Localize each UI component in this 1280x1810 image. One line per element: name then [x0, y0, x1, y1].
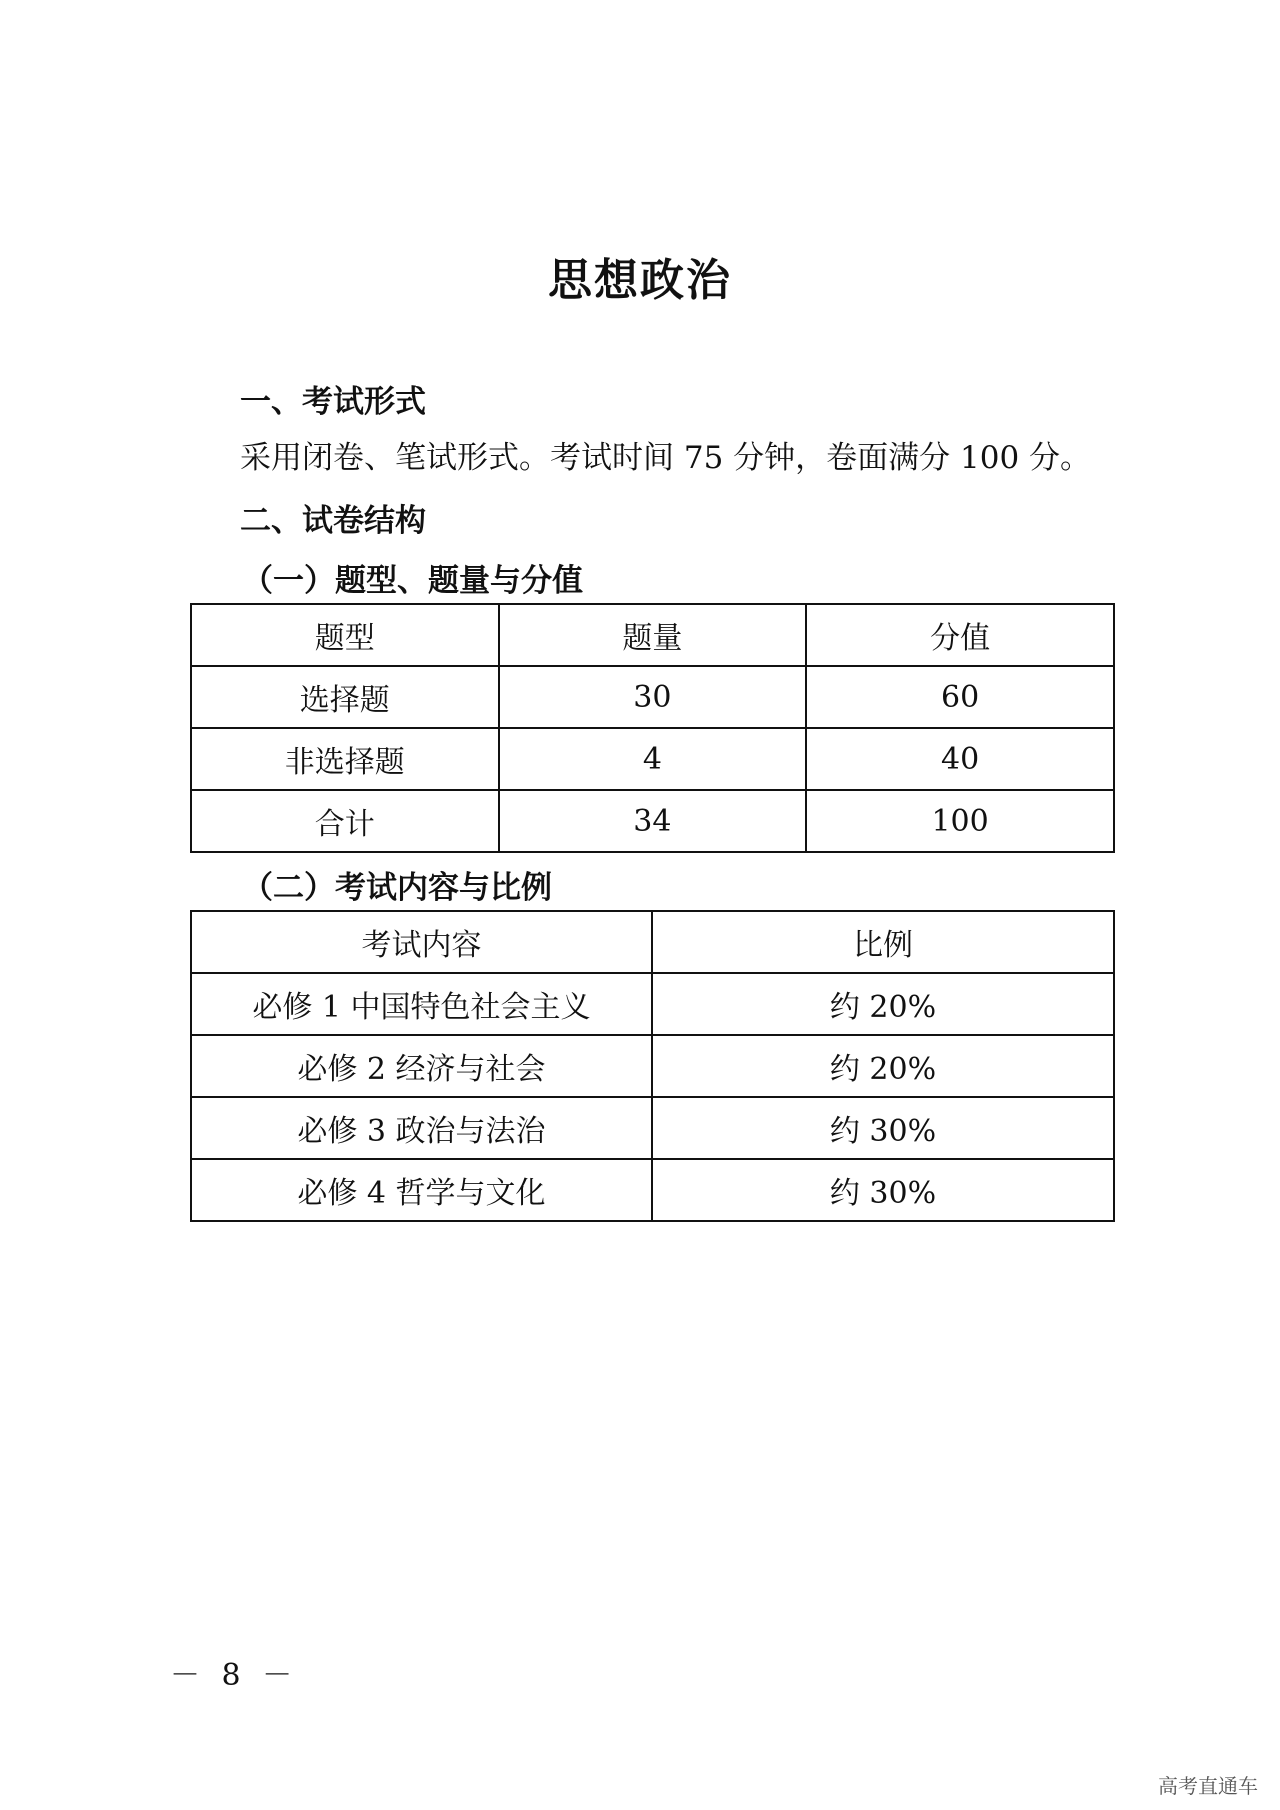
- table-cell: 必修 2 经济与社会: [191, 1035, 652, 1097]
- table-row: [191, 790, 1114, 852]
- page-title: 思想政治: [548, 255, 732, 306]
- header-cell: 考试内容: [191, 911, 652, 973]
- table-row: [191, 973, 1114, 1035]
- table-cell: 必修 1 中国特色社会主义: [191, 973, 652, 1035]
- table-cell: 非选择题: [191, 728, 499, 790]
- table-cell: 4: [499, 728, 807, 790]
- table-row: [191, 1035, 1114, 1097]
- table-cell: 约 30%: [652, 1159, 1114, 1221]
- exam-format-text: 采用闭卷、笔试形式。考试时间 75 分钟，卷面满分 100 分。: [240, 440, 1092, 476]
- table-row: [191, 1159, 1114, 1221]
- table-cell: 60: [806, 666, 1114, 728]
- header-cell: 分值: [806, 604, 1114, 666]
- subsection-heading-question-types: （一）题型、题量与分值: [242, 563, 583, 599]
- question-types-table: [190, 603, 1115, 853]
- table-row: [191, 1097, 1114, 1159]
- table-cell: 约 20%: [652, 1035, 1114, 1097]
- table-header-row: [191, 604, 1114, 666]
- page-number: － 8 －: [170, 1658, 299, 1693]
- table-cell: 40: [806, 728, 1114, 790]
- table-cell: 30: [499, 666, 807, 728]
- table-cell: 100: [806, 790, 1114, 852]
- subsection-heading-content-ratio: （二）考试内容与比例: [242, 870, 552, 906]
- section-heading-paper-structure: 二、试卷结构: [240, 503, 426, 539]
- table-cell: 必修 3 政治与法治: [191, 1097, 652, 1159]
- watermark: 高考直通车: [1158, 1774, 1258, 1798]
- table-cell: 约 30%: [652, 1097, 1114, 1159]
- header-cell: 题型: [191, 604, 499, 666]
- header-cell: 题量: [499, 604, 807, 666]
- content-ratio-table: [190, 910, 1115, 1222]
- table-cell: 必修 4 哲学与文化: [191, 1159, 652, 1221]
- header-cell: 比例: [652, 911, 1114, 973]
- table-cell: 合计: [191, 790, 499, 852]
- table-row: [191, 666, 1114, 728]
- section-heading-exam-format: 一、考试形式: [240, 384, 426, 420]
- table-row: [191, 728, 1114, 790]
- table-cell: 选择题: [191, 666, 499, 728]
- table-header-row: [191, 911, 1114, 973]
- table-cell: 约 20%: [652, 973, 1114, 1035]
- table-cell: 34: [499, 790, 807, 852]
